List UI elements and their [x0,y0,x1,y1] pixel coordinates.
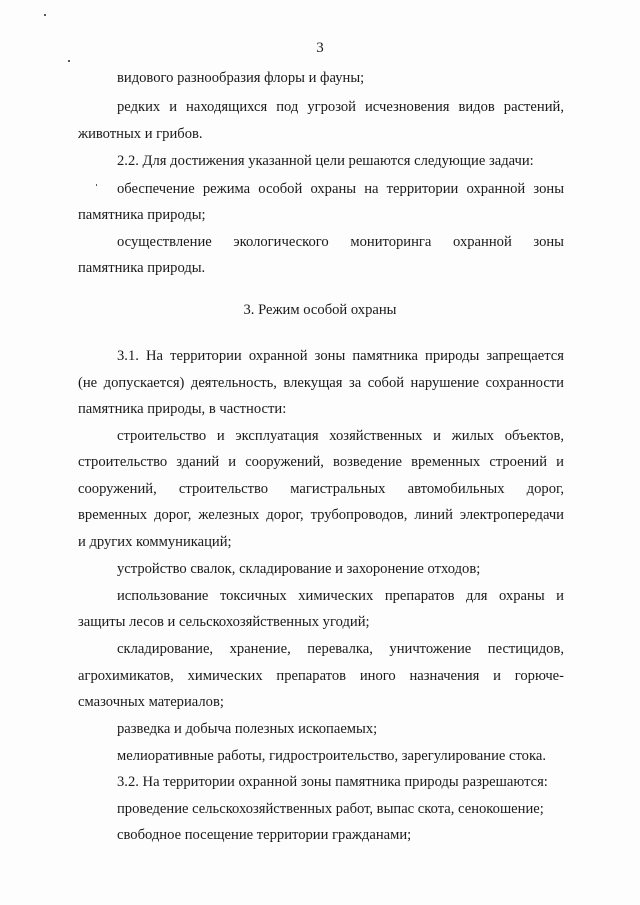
text-line: использование токсичных химических препаратов для охраны и [117,588,564,604]
text-line: смазочных материалов; [78,694,224,710]
text-line: сооружений, строительство магистральных автомобильных дорог, [78,481,564,497]
text-line: 2.2. Для достижения указанной цели решаются следующие задачи: [117,153,534,169]
scan-speck [44,14,46,16]
text-line: проведение сельскохозяйственных работ, выпас скота, сенокошение; [117,801,544,817]
text-line: памятника природы, в частности: [78,401,287,417]
text-line: осуществление экологического мониторинга охранной зоны [117,234,564,250]
text-line: редких и находящихся под угрозой исчезновения видов растений, [117,99,564,115]
text-line: строительство зданий и сооружений, возведение временных строений и [78,454,564,470]
text-line: строительство и эксплуатация хозяйственных и жилых объектов, [117,428,564,444]
text-line: мелиоративные работы, гидростроительство, зарегулирование стока. [117,748,546,764]
text-line: и других коммуникаций; [78,534,232,550]
text-line: складирование, хранение, перевалка, уничтожение пестицидов, [117,641,564,657]
text-line: памятника природы; [78,207,206,223]
text-line: видового разнообразия флоры и фауны; [117,70,365,86]
text-line: защиты лесов и сельскохозяйственных угодий; [78,614,370,630]
page-number: 3 [316,40,324,56]
scan-speck [96,184,97,186]
text-line: обеспечение режима особой охраны на территории охранной зоны [117,181,564,197]
text-line: 3.1. На территории охранной зоны памятника природы запрещается [117,348,564,364]
text-line: (не допускается) деятельность, влекущая за собой нарушение сохранности [78,375,564,391]
scan-speck [68,60,70,62]
text-line: животных и грибов. [78,126,203,142]
text-line: агрохимикатов, химических препаратов иного назначения и горюче- [78,668,564,684]
section-heading: 3. Режим особой охраны [243,302,397,318]
text-line: памятника природы. [78,260,206,276]
text-line: устройство свалок, складирование и захоронение отходов; [117,561,481,577]
text-line: 3.2. На территории охранной зоны памятника природы разрешаются: [117,774,548,790]
text-line: свободное посещение территории гражданами; [117,827,412,843]
text-line: временных дорог, железных дорог, трубопроводов, линий электропередачи [78,507,564,523]
text-line: разведка и добыча полезных ископаемых; [117,721,378,737]
